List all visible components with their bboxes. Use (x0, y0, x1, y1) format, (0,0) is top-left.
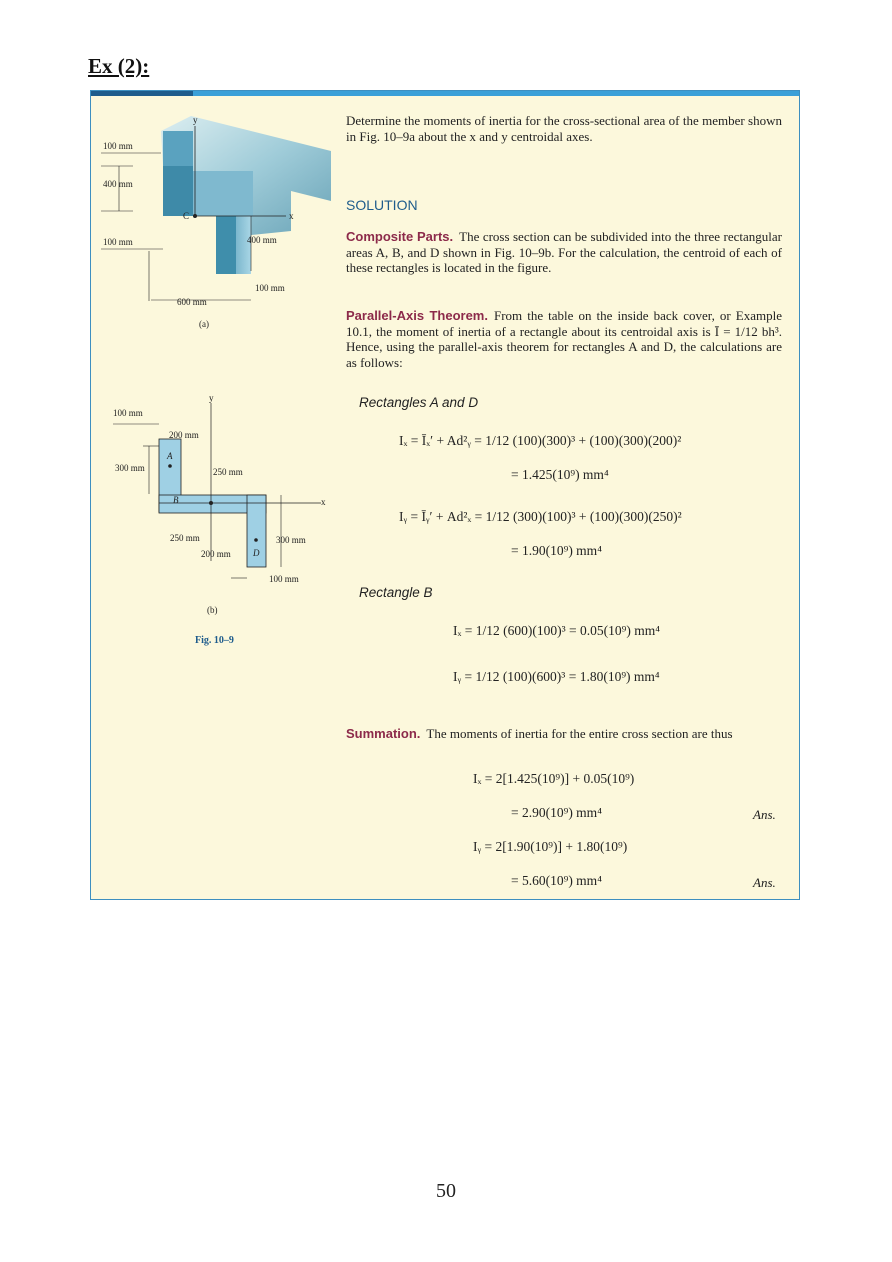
fig-b-x-axis-label: x (321, 497, 326, 507)
sum-iy-eq: Iᵧ = 2[1.90(10⁹)] + 1.80(10⁹) (473, 839, 628, 854)
rect-ad-ix-result: = 1.425(10⁹) mm⁴ (511, 467, 609, 482)
figure-10-9 (91, 91, 341, 691)
summation-paragraph (346, 726, 782, 742)
parallel-axis-heading: Parallel-Axis Theorem. (346, 308, 488, 323)
fig-b-y-axis-label: y (209, 393, 214, 403)
fig-b-dim-1: 100 mm (113, 408, 143, 418)
rectangles-ad-title: Rectangles A and D (359, 395, 479, 410)
fig-a-dim-6: 600 mm (177, 297, 207, 307)
part-b-label: B (173, 495, 179, 505)
ans-ix: Ans. (753, 807, 776, 822)
figure-a (101, 115, 331, 329)
composite-parts-heading: Composite Parts. (346, 229, 454, 244)
page-number: 50 (436, 1180, 456, 1202)
fig-b-dim-7: 300 mm (276, 535, 306, 545)
fig-b-dim-4: 250 mm (213, 467, 243, 477)
sum-ix-result: = 2.90(10⁹) mm⁴ (511, 805, 602, 820)
sum-ix-eq: Iₓ = 2[1.425(10⁹)] + 0.05(10⁹) (473, 771, 635, 786)
figure-label: Fig. 10–9 (195, 635, 234, 646)
problem-statement: Determine the moments of inertia for the cross-sectional area of the member shown in Fig. 10–9a about the x and y centroidal axes. (346, 113, 782, 144)
ans-iy: Ans. (753, 875, 776, 890)
composite-parts-paragraph (346, 229, 782, 276)
solution-title: SOLUTION (346, 197, 418, 213)
fig-a-dim-5: 100 mm (255, 283, 285, 293)
parallel-axis-text: From the table on the inside back cover, or Example 10.1, the moment of inertia of a rectangle about its centroidal axis is Ī = 1/12 bh³. Hence, using the parallel-axis theorem for rectangles A and D, the calculations are as follows: (346, 308, 782, 370)
fig-b-dim-8: 100 mm (269, 574, 299, 584)
parallel-axis-paragraph (346, 308, 782, 370)
rect-ad-iy-result: = 1.90(10⁹) mm⁴ (511, 543, 602, 558)
fig-b-dim-6: 200 mm (201, 549, 231, 559)
fig-a-y-axis-label: y (193, 115, 198, 125)
fig-b-caption: (b) (207, 605, 218, 615)
fig-a-centroid-label: C (183, 211, 190, 221)
rect-ad-ix-eq: Iₓ = Īₓ′ + Ad²ᵧ = 1/12 (100)(300)³ + (100)(300)(200)² (399, 433, 682, 448)
fig-a-dim-2: 400 mm (103, 179, 133, 189)
rect-b-iy-eq: Iᵧ = 1/12 (100)(600)³ = 1.80(10⁹) mm⁴ (453, 669, 660, 684)
fig-a-dim-4: 400 mm (247, 235, 277, 245)
summation-text: The moments of inertia for the entire cross section are thus (426, 726, 733, 741)
composite-parts-text: The cross section can be subdivided into the three rectangular areas A, B, and D shown in Fig. 10–9b. For the calculation, the centroid of each of these rectangles is located in the figure. (346, 229, 782, 275)
rectangle-b-title: Rectangle B (359, 585, 433, 600)
sum-iy-result: = 5.60(10⁹) mm⁴ (511, 873, 602, 888)
rect-b-ix-eq: Iₓ = 1/12 (600)(100)³ = 0.05(10⁹) mm⁴ (453, 623, 660, 638)
part-d-label: D (253, 548, 260, 558)
fig-a-dim-1: 100 mm (103, 141, 133, 151)
fig-a-dim-3: 100 mm (103, 237, 133, 247)
fig-b-dim-5: 250 mm (170, 533, 200, 543)
example-panel (90, 90, 800, 900)
part-a-label: A (167, 451, 173, 461)
fig-b-dim-2: 200 mm (169, 430, 199, 440)
figure-b (113, 393, 326, 646)
summation-heading: Summation. (346, 726, 421, 741)
rect-ad-iy-eq: Iᵧ = Īᵧ′ + Ad²ₓ = 1/12 (300)(100)³ + (100)(300)(250)² (399, 509, 682, 524)
fig-b-dim-3: 300 mm (115, 463, 145, 473)
fig-a-caption: (a) (199, 319, 209, 329)
fig-a-x-axis-label: x (289, 211, 294, 221)
example-heading: Ex (2): (88, 54, 150, 78)
